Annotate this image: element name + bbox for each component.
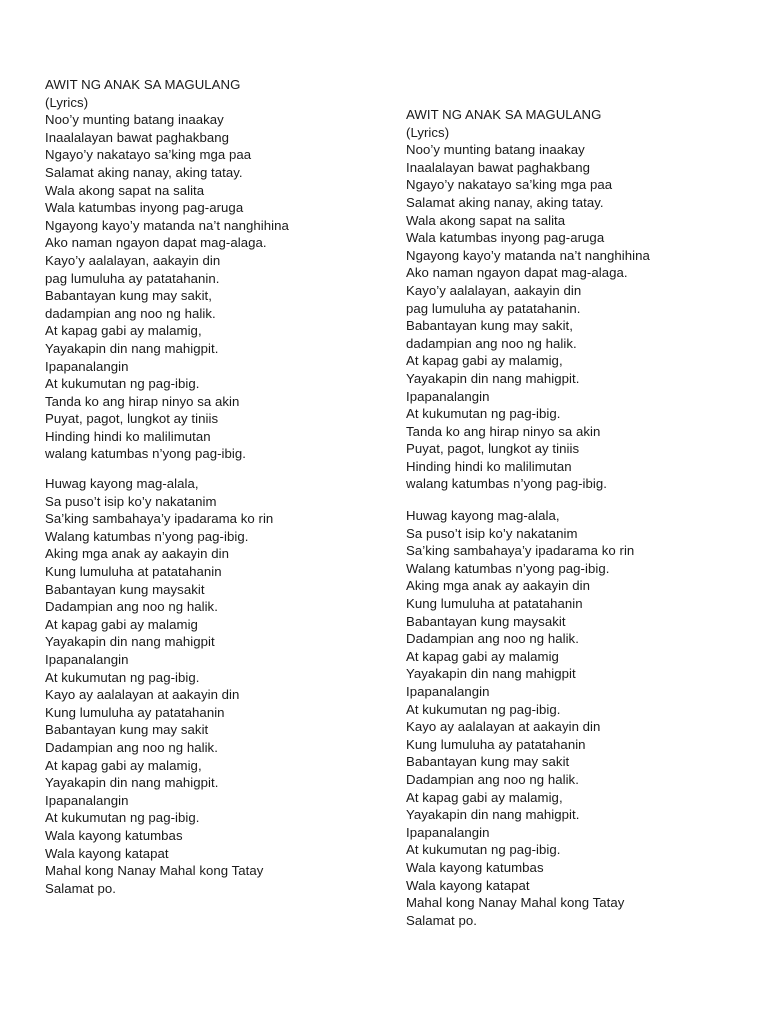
lyric-line: Puyat, pagot, lungkot ay tiniis xyxy=(45,411,219,427)
lyric-line: Ngayong kayo’y matanda na’t nanghihina xyxy=(406,247,650,263)
lyric-line: At kukumutan ng pag-ibig. xyxy=(406,842,561,858)
lyric-line: Salamat po. xyxy=(45,880,116,896)
lyric-line: Salamat po. xyxy=(406,912,477,928)
lyric-line: Ipapanalangin xyxy=(406,388,490,404)
lyric-line: Ipapanalangin xyxy=(45,652,129,667)
lyric-line: Kayo’y aalalayan, aakayin din xyxy=(406,282,582,298)
lyric-line: At kapag gabi ay malamig, xyxy=(406,353,563,369)
lyric-line: Mahal kong Nanay Mahal kong Tatay xyxy=(45,863,264,879)
lyric-line: Babantayan kung may sakit, xyxy=(45,288,212,304)
verse-2 xyxy=(45,475,385,897)
lyric-line: Yayakapin din nang mahigpit. xyxy=(45,340,219,356)
lyric-line: At kukumutan ng pag-ibig. xyxy=(406,701,561,717)
lyric-line: At kapag gabi ay malamig, xyxy=(45,323,202,339)
lyric-line: Wala kayong katapat xyxy=(406,877,530,893)
song-subtitle: (Lyrics) xyxy=(45,94,89,110)
lyric-line: Puyat, pagot, lungkot ay tiniis xyxy=(406,441,580,457)
lyric-line: Yayakapin din nang mahigpit. xyxy=(45,775,219,791)
lyric-line: Aking mga anak ay aakayin din xyxy=(45,546,229,562)
stanza-gap xyxy=(45,463,385,475)
lyric-line: At kukumutan ng pag-ibig. xyxy=(45,810,200,826)
lyric-line: Yayakapin din nang mahigpit xyxy=(45,634,215,650)
lyric-line: walang katumbas n’yong pag-ibig. xyxy=(45,446,247,462)
lyric-line: Yayakapin din nang mahigpit xyxy=(406,666,576,682)
verse-2 xyxy=(406,507,746,929)
lyric-line: Kayo’y aalalayan, aakayin din xyxy=(45,252,221,268)
lyric-line: At kukumutan ng pag-ibig. xyxy=(406,406,561,422)
lyrics-column-right xyxy=(406,106,746,929)
lyric-line: Ipapanalangin xyxy=(406,824,490,840)
lyric-line: At kapag gabi ay malamig, xyxy=(45,757,202,773)
lyric-line: Salamat aking nanay, aking tatay. xyxy=(406,194,604,210)
lyric-line: Ngayo’y nakatayo sa’king mga paa xyxy=(45,147,252,163)
lyric-line: Dadampian ang noo ng halik. xyxy=(406,771,579,787)
lyric-line: Hinding hindi ko malilimutan xyxy=(45,428,211,444)
lyric-line: Huwag kayong mag-alala, xyxy=(45,476,199,492)
lyric-line: Ako naman ngayon dapat mag-alaga. xyxy=(45,235,267,251)
lyric-line: Tanda ko ang hirap ninyo sa akin xyxy=(406,423,601,439)
lyric-line: Dadampian ang noo ng halik. xyxy=(45,739,218,755)
lyric-line: At kukumutan ng pag-ibig. xyxy=(45,669,200,685)
lyric-line: dadampian ang noo ng halik. xyxy=(406,335,577,351)
lyric-line: Walang katumbas n’yong pag-ibig. xyxy=(45,528,249,544)
lyric-line: dadampian ang noo ng halik. xyxy=(45,305,216,321)
lyric-line: Sa’king sambahaya’y ipadarama ko rin xyxy=(406,543,635,559)
song-title: AWIT NG ANAK SA MAGULANG xyxy=(45,77,241,92)
lyric-line: Wala kayong katapat xyxy=(45,845,169,861)
lyric-line: Babantayan kung may sakit, xyxy=(406,318,573,334)
lyric-line: At kapag gabi ay malamig xyxy=(45,616,198,632)
lyric-line: Babantayan kung maysakit xyxy=(406,613,566,629)
lyric-line: Inaalalayan bawat paghakbang xyxy=(406,159,590,175)
lyric-line: Yayakapin din nang mahigpit. xyxy=(406,370,580,386)
lyric-line: Babantayan kung maysakit xyxy=(45,581,205,597)
lyric-line: Huwag kayong mag-alala, xyxy=(406,508,560,524)
verse-1 xyxy=(406,141,746,493)
lyric-line: At kapag gabi ay malamig xyxy=(406,648,559,664)
lyric-line: Kung lumuluha ay patatahanin xyxy=(406,736,586,752)
lyric-line: Ipapanalangin xyxy=(406,684,490,699)
lyric-line: At kapag gabi ay malamig, xyxy=(406,789,563,805)
lyric-line: Wala katumbas inyong pag-aruga xyxy=(406,230,605,246)
lyric-line: Dadampian ang noo ng halik. xyxy=(406,631,579,647)
lyric-line: Wala kayong katumbas xyxy=(406,859,544,875)
lyric-line: Kung lumuluha at patatahanin xyxy=(45,564,222,580)
lyric-line: Walang katumbas n’yong pag-ibig. xyxy=(406,560,610,576)
lyric-line: Ipapanalangin xyxy=(45,358,129,374)
lyric-line: Sa puso’t isip ko’y nakatanim xyxy=(45,493,217,509)
lyric-line: Kayo ay aalalayan at aakayin din xyxy=(406,719,601,735)
lyric-line: Noo’y munting batang inaakay xyxy=(45,112,224,128)
lyric-line: Yayakapin din nang mahigpit. xyxy=(406,807,580,823)
song-subtitle: (Lyrics) xyxy=(406,124,450,140)
lyric-line: Babantayan kung may sakit xyxy=(45,722,209,738)
lyric-line: At kukumutan ng pag-ibig. xyxy=(45,376,200,392)
lyric-line: Noo’y munting batang inaakay xyxy=(406,142,585,158)
lyric-line: Ngayong kayo’y matanda na’t nanghihina xyxy=(45,217,289,233)
lyric-line: Kung lumuluha ay patatahanin xyxy=(45,704,225,720)
lyric-line: Wala kayong katumbas xyxy=(45,827,183,843)
lyric-line: Dadampian ang noo ng halik. xyxy=(45,599,218,615)
lyric-line: Sa’king sambahaya’y ipadarama ko rin xyxy=(45,511,274,527)
lyric-line: Wala akong sapat na salita xyxy=(406,212,566,228)
lyric-line: Kayo ay aalalayan at aakayin din xyxy=(45,687,240,703)
lyric-line: Kung lumuluha at patatahanin xyxy=(406,596,583,612)
lyric-line: Ako naman ngayon dapat mag-alaga. xyxy=(406,265,628,281)
lyric-line: walang katumbas n’yong pag-ibig. xyxy=(406,476,608,492)
lyric-line: pag lumuluha ay patatahanin. xyxy=(45,270,220,286)
verse-1 xyxy=(45,111,385,463)
lyric-line: Inaalalayan bawat paghakbang xyxy=(45,129,229,145)
lyric-line: Wala katumbas inyong pag-aruga xyxy=(45,200,244,216)
lyric-line: Ipapanalangin xyxy=(45,792,129,808)
lyrics-column-left xyxy=(45,76,385,897)
lyric-line: Mahal kong Nanay Mahal kong Tatay xyxy=(406,895,625,911)
song-title: AWIT NG ANAK SA MAGULANG xyxy=(406,107,602,122)
lyric-line: Salamat aking nanay, aking tatay. xyxy=(45,164,243,180)
lyric-line: Wala akong sapat na salita xyxy=(45,182,205,198)
lyric-line: Hinding hindi ko malilimutan xyxy=(406,458,572,474)
lyric-line: Babantayan kung may sakit xyxy=(406,754,570,770)
stanza-gap xyxy=(406,493,746,507)
lyric-line: Tanda ko ang hirap ninyo sa akin xyxy=(45,393,240,409)
lyric-line: pag lumuluha ay patatahanin. xyxy=(406,300,581,316)
lyric-line: Sa puso’t isip ko’y nakatanim xyxy=(406,525,578,541)
lyric-line: Aking mga anak ay aakayin din xyxy=(406,578,590,594)
lyric-line: Ngayo’y nakatayo sa’king mga paa xyxy=(406,177,613,193)
